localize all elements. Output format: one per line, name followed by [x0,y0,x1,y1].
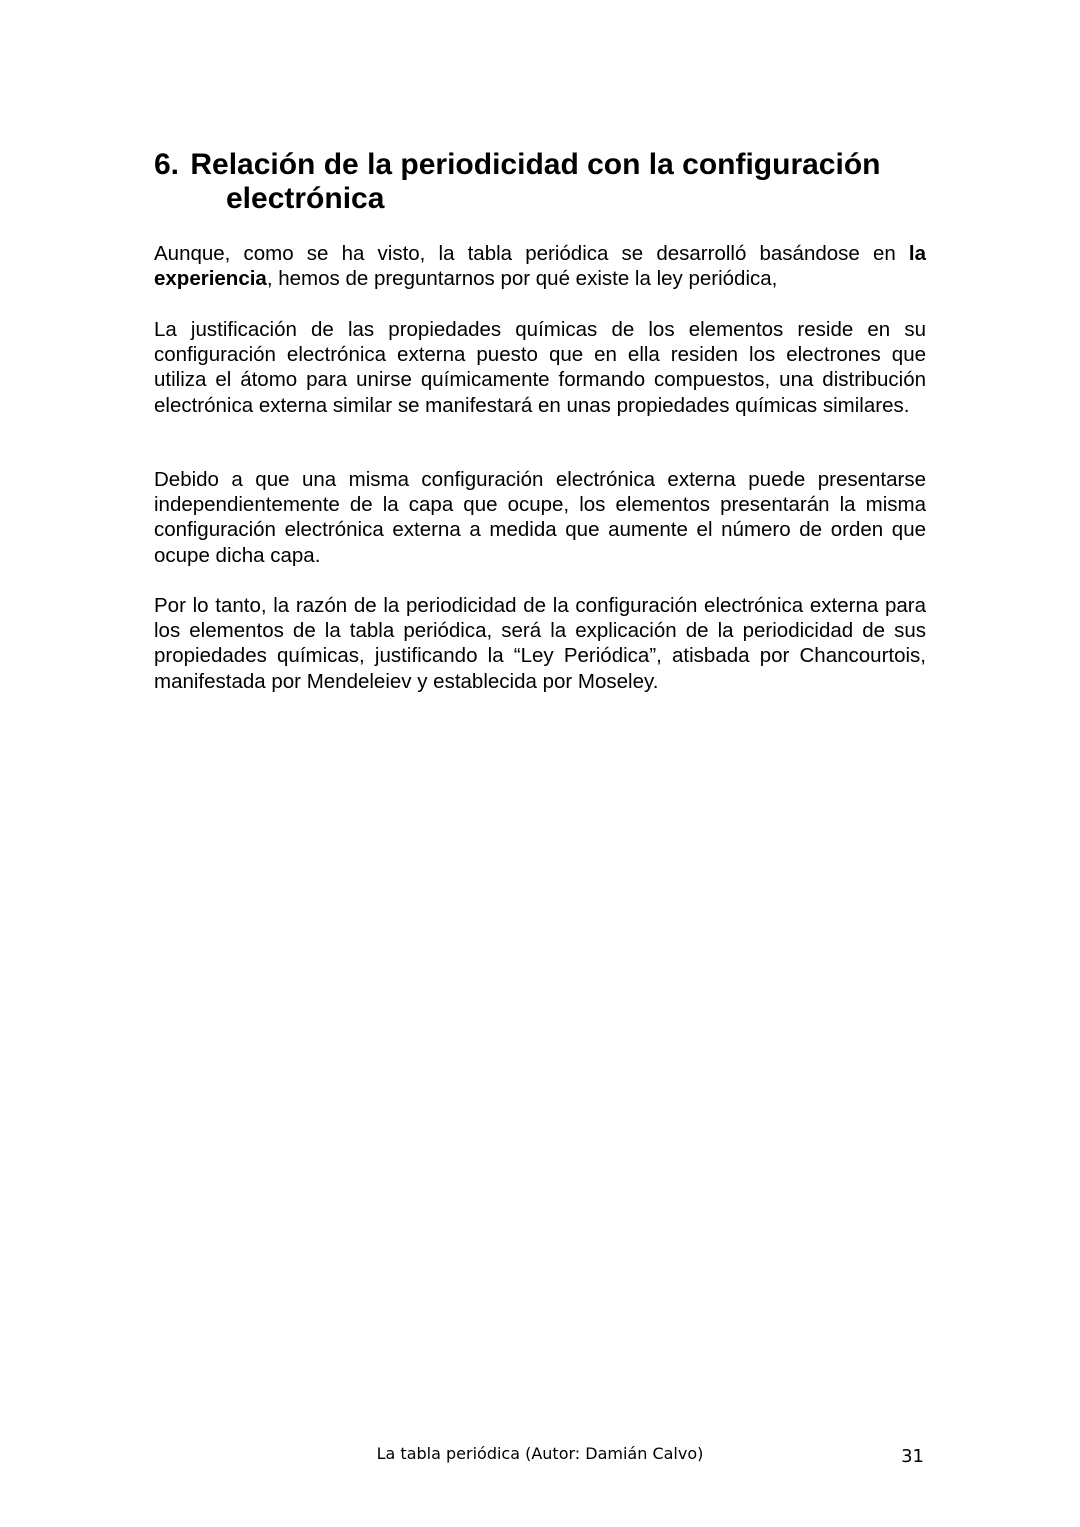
section-title-line-1: Relación de la periodicidad con la configuración [190,148,881,181]
paragraph-1-text-start: Aunque, como se ha visto, la tabla periódica se desarrolló basándose en [154,242,909,265]
section-title-line-2: electrónica [226,182,385,215]
paragraph-4: Por lo tanto, la razón de la periodicidad de la configuración electrónica externa para los elementos de la tabla periódica, será la explicación de la periodicidad de sus propiedades químicas, justificando la “Ley Periódica”, atisbada por Chancourtois, manifestada por Mendeleiev y establecida por Moseley. [154,594,926,693]
paragraph-1-bold-term: la experiencia [154,242,926,291]
paragraph-3: Debido a que una misma configuración electrónica externa puede presentarse independientemente de la capa que ocupe, los elementos presentarán la misma configuración electrónica externa a medida que aumente el número de orden que ocupe dicha capa. [154,468,926,567]
section-heading [154,148,934,216]
paragraph-1-text-end: , hemos de preguntarnos por qué existe la ley periódica, [266,267,778,291]
page-number: 31 [901,1446,924,1467]
paragraph-1 [154,241,926,291]
footer-title: La tabla periódica (Autor: Damián Calvo) [376,1444,704,1463]
paragraph-2: La justificación de las propiedades químicas de los elementos reside en su configuración electrónica externa puesto que en ella residen los electrones que utiliza el átomo para unirse químicamente formando compuestos, una distribución electrónica externa similar se manifestará en unas propiedades químicas similares. [154,318,926,417]
section-number: 6. [154,148,180,181]
